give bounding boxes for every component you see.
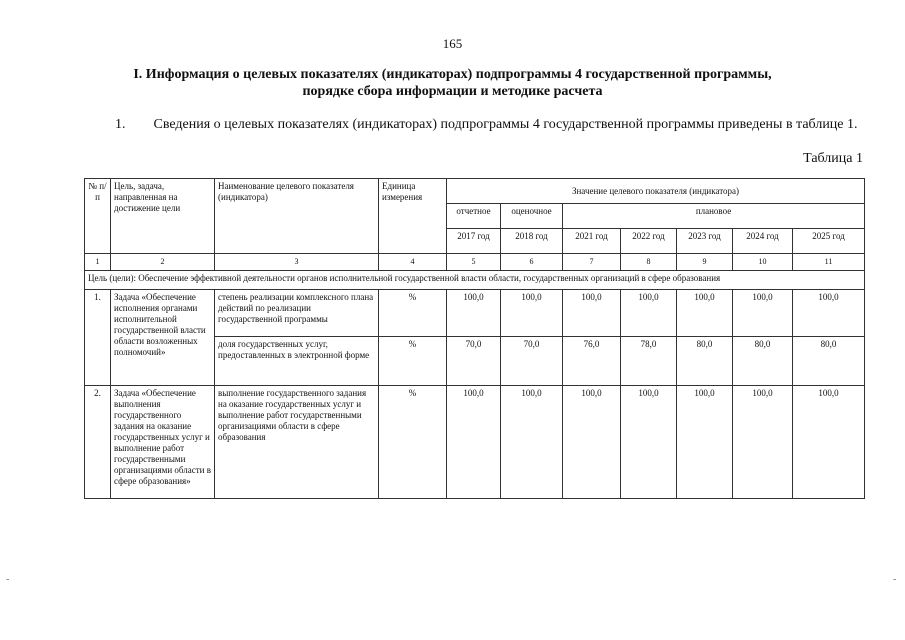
row-unit: % — [379, 290, 447, 337]
header-estimated: оценочное — [501, 204, 563, 229]
row-value: 100,0 — [677, 386, 733, 499]
column-number: 8 — [621, 254, 677, 271]
row-value: 80,0 — [733, 337, 793, 386]
header-value-group: Значение целевого показателя (индикатора) — [447, 179, 865, 204]
heading-line-2: порядке сбора информации и методике расчета — [302, 84, 603, 99]
header-year: 2024 год — [733, 229, 793, 254]
row-value: 100,0 — [563, 386, 621, 499]
column-number: 10 — [733, 254, 793, 271]
row-value: 78,0 — [621, 337, 677, 386]
row-value: 100,0 — [793, 386, 865, 499]
row-indicator: выполнение государственного задания на оказание государственных услуг и выполнение работ государственными организациями области в сфере образования — [215, 386, 379, 499]
heading-line-1: I. Информация о целевых показателях (индикаторах) подпрограммы 4 государственной программы, — [133, 67, 772, 82]
scan-mark-right: - — [893, 574, 897, 585]
intro-paragraph — [82, 116, 862, 133]
intro-text: Сведения о целевых показателях (индикаторах) подпрограммы 4 государственной программы приведены в таблице 1. — [153, 117, 858, 132]
column-number: 11 — [793, 254, 865, 271]
table-row — [85, 290, 865, 337]
table-row — [85, 386, 865, 499]
column-number: 4 — [379, 254, 447, 271]
page-number: 165 — [442, 36, 463, 51]
row-value: 100,0 — [793, 290, 865, 337]
column-number: 5 — [447, 254, 501, 271]
row-indicator: доля государственных услуг, предоставленных в электронной форме — [215, 337, 379, 386]
row-unit: % — [379, 386, 447, 499]
header-reported: отчетное — [447, 204, 501, 229]
section-heading — [100, 66, 805, 100]
table-caption: Таблица 1 — [803, 151, 863, 166]
indicators-table — [84, 178, 865, 499]
header-year: 2025 год — [793, 229, 865, 254]
row-num: 2. — [85, 386, 111, 499]
intro-number: 1. — [115, 117, 126, 132]
header-num: № п/п — [85, 179, 111, 254]
goal-row: Цель (цели): Обеспечение эффективной деятельности органов исполнительной государственной власти области, государственных организаций в сфере образования — [85, 271, 865, 290]
header-year: 2022 год — [621, 229, 677, 254]
row-value: 100,0 — [621, 290, 677, 337]
column-number: 2 — [111, 254, 215, 271]
row-task: Задача «Обеспечение выполнения государственного задания на оказание государственных услуг и выполнение работ государственными организациями области в сфере образования» — [111, 386, 215, 499]
row-value: 100,0 — [677, 290, 733, 337]
row-value: 100,0 — [621, 386, 677, 499]
header-planned: плановое — [563, 204, 865, 229]
row-value: 80,0 — [677, 337, 733, 386]
header-year: 2017 год — [447, 229, 501, 254]
column-number: 7 — [563, 254, 621, 271]
row-value: 100,0 — [733, 290, 793, 337]
row-value: 100,0 — [501, 386, 563, 499]
column-number: 9 — [677, 254, 733, 271]
row-task: Задача «Обеспечение исполнения органами исполнительной государственной власти области возложенных полномочий» — [111, 290, 215, 386]
row-value: 100,0 — [563, 290, 621, 337]
row-value: 70,0 — [447, 337, 501, 386]
row-value: 100,0 — [447, 386, 501, 499]
row-value: 100,0 — [447, 290, 501, 337]
header-unit: Единица измерения — [379, 179, 447, 254]
header-year: 2018 год — [501, 229, 563, 254]
column-number: 3 — [215, 254, 379, 271]
column-number: 1 — [85, 254, 111, 271]
row-num: 1. — [85, 290, 111, 386]
row-value: 76,0 — [563, 337, 621, 386]
column-number: 6 — [501, 254, 563, 271]
row-value: 80,0 — [793, 337, 865, 386]
header-indicator: Наименование целевого показателя (индикатора) — [215, 179, 379, 254]
header-year: 2021 год — [563, 229, 621, 254]
header-year: 2023 год — [677, 229, 733, 254]
row-indicator: степень реализации комплексного плана действий по реализации государственной программы — [215, 290, 379, 337]
row-value: 70,0 — [501, 337, 563, 386]
header-task: Цель, задача, направленная на достижение цели — [111, 179, 215, 254]
row-value: 100,0 — [733, 386, 793, 499]
row-value: 100,0 — [501, 290, 563, 337]
scan-mark-left: - — [6, 574, 10, 585]
row-unit: % — [379, 337, 447, 386]
